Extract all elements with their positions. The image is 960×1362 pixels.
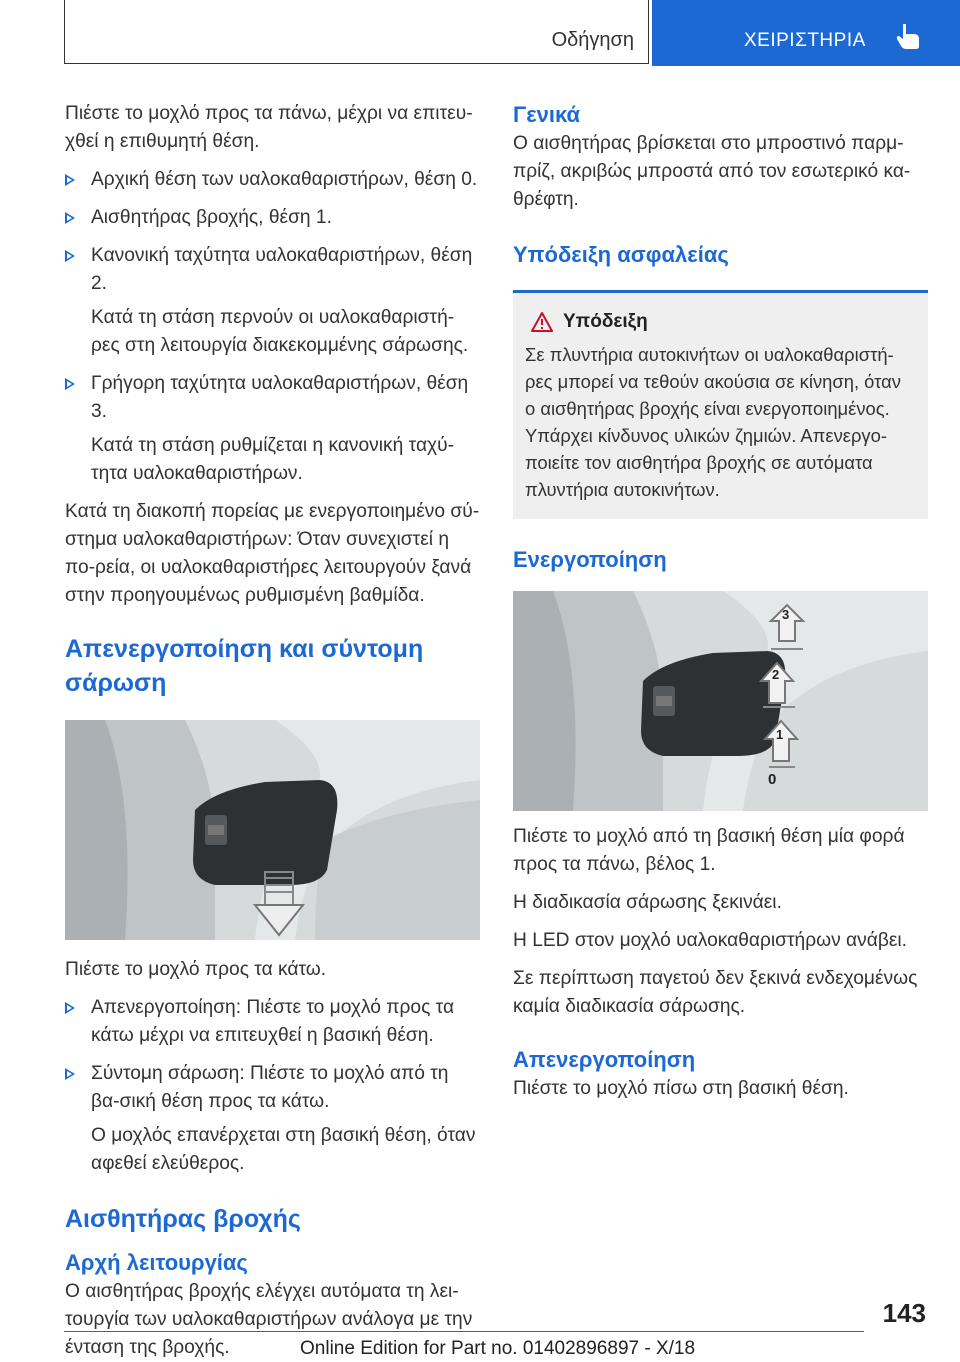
lever-up-illustration [513,591,928,811]
position-label-0: 0 [768,771,777,788]
list-item-text: Γρήγορη ταχύτητα υαλοκαθαριστήρων, θέση 3. [91,373,469,422]
header-chapter-tab [652,0,960,66]
general-paragraph: Ο αισθητήρας βρίσκεται στο μπροστινό παρμ-πρίζ, ακριβώς μπροστά από τον εσωτερικό κα-θρέφτη. [513,133,911,210]
after-image-paragraph: Πιέστε το μοχλό προς τα κάτω. [65,959,327,980]
lever-down-illustration [65,720,480,940]
list-item [65,1060,480,1178]
interrupt-paragraph: Κατά τη διακοπή πορείας με ενεργοποιημένο σύ-στημα υαλοκαθαριστήρων: Όταν συνεχιστεί η πο-ρεία, οι υαλοκαθαριστήρες λειτουργούν ξανά στην προηγουμένως ρυθμισμένη βαθμίδα. [65,501,480,606]
activation-paragraph-3: Η LED στον μοχλό υαλοκαθαριστήρων ανάβει. [513,930,908,951]
heading-principle: Αρχή λειτουργίας [65,1250,248,1275]
intro-paragraph: Πιέστε το μοχλό προς τα πάνω, μέχρι να επιτευ-χθεί η επιθυμητή θέση. [65,103,473,152]
heading-deactivation: Απενεργοποίηση [513,1047,696,1072]
page-number: 143 [882,1298,926,1328]
left-column [65,100,480,1362]
principle-paragraph: Ο αισθητήρας βροχής ελέγχει αυτόματα τη λει-τουργία των υαλοκαθαριστήρων ανάλογα με την ένταση της βροχής. [65,1281,473,1358]
list-item [65,242,480,360]
header-section-box [64,0,649,64]
position-label-1: 1 [776,727,784,742]
right-column [513,100,928,1103]
list-item-text: Σύντομη σάρωση: Πιέστε το μοχλό από τη βα-σική θέση προς τα κάτω. [91,1063,449,1112]
header-chapter-title: ΧΕΙΡΙΣΤΗΡΙΑ [744,30,866,51]
bullet-triangle-icon [65,1002,75,1014]
footer-edition: Online Edition for Part no. 01402896897 - X/18 [300,1338,696,1359]
hand-pointer-icon [894,22,924,50]
activation-paragraph-2: Η διαδικασία σάρωσης ξεκινάει. [513,892,782,913]
list-item [65,370,480,488]
activation-paragraph-1: Πιέστε το μοχλό από τη βασική θέση μία φορά προς τα πάνω, βέλος 1. [513,826,905,875]
warning-box [513,290,928,519]
list-item [65,166,480,194]
list-item-subtext: Κατά τη στάση περνούν οι υαλοκαθαριστή-ρες στη λειτουργία διακεκομμένης σάρωσης. [91,307,469,356]
warning-text: Σε πλυντήρια αυτοκινήτων οι υαλοκαθαριστή-ρες μπορεί να τεθούν ακούσια σε κίνηση, όταν ο αισθητήρας βροχής είναι ενεργοποιημένος. Υπάρχει κίνδυνος υλικών ζημιών. Απενεργο-ποιείτε τον αισθητήρα βροχής σε αυτόματα πλυντήρια αυτοκινήτων. [525,344,901,500]
list-item-subtext: Ο μοχλός επανέρχεται στη βασική θέση, όταν αφεθεί ελεύθερος. [91,1125,476,1174]
bullet-triangle-icon [65,1068,75,1080]
list-item-text: Απενεργοποίηση: Πιέστε το μοχλό προς τα κάτω μέχρι να επιτευχθεί η βασική θέση. [91,997,455,1046]
warning-title: Υπόδειξη [563,311,648,332]
heading-activation: Ενεργοποίηση [513,547,667,572]
list-item-text: Αισθητήρας βροχής, θέση 1. [91,207,332,228]
list-item-subtext: Κατά τη στάση ρυθμίζεται η κανονική ταχύ-τητα υαλοκαθαριστήρων. [91,435,454,484]
list-item-text: Αρχική θέση των υαλοκαθαριστήρων, θέση 0. [91,169,478,190]
list-item-text: Κανονική ταχύτητα υαλοκαθαριστήρων, θέση 2. [91,245,473,294]
deactivation-paragraph: Πιέστε το μοχλό πίσω στη βασική θέση. [513,1078,849,1099]
heading-rain-sensor: Αισθητήρας βροχής [65,1205,301,1233]
header-section-title: Οδήγηση [551,29,634,51]
position-label-2: 2 [772,667,780,682]
warning-icon [531,312,553,332]
heading-deactivation-short-wipe: Απενεργοποίηση και σύντομη σάρωση [65,635,424,697]
heading-safety: Υπόδειξη ασφαλείας [513,242,729,267]
position-label-3: 3 [782,607,790,622]
list-item [65,204,480,232]
bullet-triangle-icon [65,212,75,224]
footer-rule [64,1331,864,1332]
activation-paragraph-4: Σε περίπτωση παγετού δεν ξεκινά ενδεχομένως καμία διαδικασία σάρωσης. [513,968,918,1017]
bullet-triangle-icon [65,250,75,262]
heading-general: Γενικά [513,102,581,127]
bullet-triangle-icon [65,378,75,390]
list-item [65,994,480,1050]
bullet-triangle-icon [65,174,75,186]
